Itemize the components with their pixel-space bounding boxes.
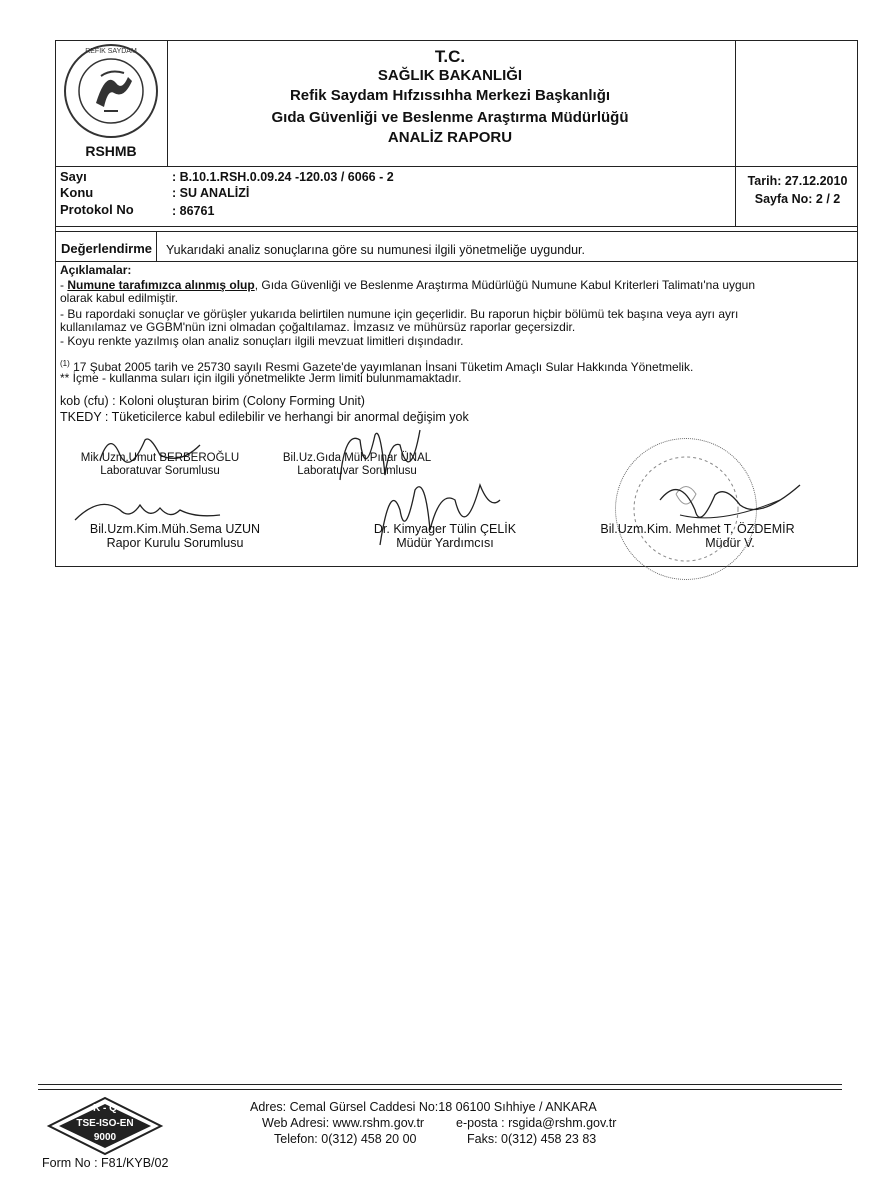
badge-line-2: TSE-ISO-EN [76, 1118, 134, 1129]
title-tc: T.C. [434, 47, 466, 66]
sayi-label: Sayı [60, 169, 87, 184]
footer-address: Adres: Cemal Gürsel Caddesi No:18 06100 Sıhhiye / ANKARA [250, 1100, 597, 1114]
protokol-label: Protokol No [60, 202, 134, 217]
sig-2-role: Laboratuvar Sorumlusu [297, 465, 417, 477]
explanation-prefix: - [60, 278, 68, 292]
kob-definition: kob (cfu) : Koloni oluşturan birim (Colony Forming Unit) [60, 394, 365, 408]
tkedy-definition: TKEDY : Tüketicilerce kabul edilebilir ve herhangi bir anormal değişim yok [60, 410, 469, 424]
footer-web: Web Adresi: www.rshm.gov.tr [262, 1116, 425, 1130]
sig-3-role: Rapor Kurulu Sorumlusu [106, 536, 244, 550]
date-divider [735, 40, 736, 227]
sig-5-role: Müdür V. [705, 536, 755, 550]
protokol-value: : 86761 [172, 204, 215, 218]
frame-right-line [857, 40, 858, 567]
footer-phone: Telefon: 0(312) 458 20 00 [274, 1132, 417, 1146]
konu-value: : SU ANALİZİ [172, 186, 250, 200]
header-bottom-line [55, 166, 858, 167]
badge-line-3: 9000 [93, 1132, 117, 1143]
explanation-bold-phrase: Numune tarafımızca alınmış olup [67, 278, 255, 292]
logo-label: RSHMB [85, 143, 137, 159]
sig-1-role: Laboratuvar Sorumlusu [100, 465, 220, 477]
evaluation-bottom-line [55, 261, 858, 262]
sig-1-name: Mik.Uzm.Umut BERBEROĞLU [80, 452, 240, 464]
frame-top-line [55, 40, 858, 41]
meta-bottom-line [55, 226, 858, 227]
explanation-line-2: - Bu rapordaki sonuçlar ve görüşler yukarıda belirtilen numune için geçerlidir. Bu raporun hiçbir bölümü tek başına veya ayrı ayrı [60, 307, 739, 321]
page-number: Sayfa No: 2 / 2 [754, 192, 841, 206]
title-institution: Refik Saydam Hıfzıssıhha Merkezi Başkanlığı [289, 87, 611, 104]
footer-line-1 [38, 1084, 842, 1085]
sayi-value: : B.10.1.RSH.0.09.24 -120.03 / 6066 - 2 [172, 170, 394, 184]
explanation-line-3: - Koyu renkte yazılmış olan analiz sonuçları ilgili mevzuat limitleri dışındadır. [60, 334, 464, 348]
explanation-line-2-cont: kullanılamaz ve GGBM'nün izni olmadan çoğaltılamaz. İmzasız ve mühürsüz raporlar geçersizdir. [60, 320, 576, 334]
footer-fax: Faks: 0(312) 458 23 83 [467, 1132, 597, 1146]
meta-bottom-line-2 [55, 231, 858, 232]
title-department: Gıda Güvenliği ve Beslenme Araştırma Müdürlüğü [271, 109, 629, 126]
note-1-sup: (1) [60, 359, 70, 368]
sig-3-name: Bil.Uzm.Kim.Müh.Sema UZUN [89, 522, 261, 536]
explanation-line-1-cont: olarak kabul edilmiştir. [60, 291, 179, 305]
title-report: ANALİZ RAPORU [387, 129, 513, 146]
svg-text:REFİK SAYDAM: REFİK SAYDAM [85, 48, 137, 55]
logo-divider [167, 40, 168, 167]
title-ministry: SAĞLIK BAKANLIĞI [377, 67, 523, 84]
evaluation-divider [156, 231, 157, 261]
sig-5-name: Bil.Uzm.Kim. Mehmet T. ÖZDEMİR [600, 522, 795, 536]
explanation-line-1-rest: , Gıda Güvenliği ve Beslenme Araştırma Müdürlüğü Numune Kabul Kriterleri Talimatı'na uygun [254, 278, 756, 292]
note-1-text: 17 Şubat 2005 tarih ve 25730 sayılı Resmi Gazete'de yayımlanan İnsani Tüketim Amaçlı Sular Hakkında Yönetmelik. [69, 360, 694, 374]
note-2: ** İçme - kullanma suları için ilgili yönetmelikte Jerm limiti bulunmamaktadır. [60, 371, 462, 385]
sig-4-name: Dr. Kimyager Tülin ÇELİK [373, 522, 517, 536]
sig-2-name: Bil.Uz.Gıda Müh.Pınar ÜNAL [282, 452, 432, 464]
explanations-title: Açıklamalar: [60, 263, 132, 277]
form-number: Form No : F81/KYB/02 [42, 1156, 169, 1170]
konu-label: Konu [60, 185, 94, 200]
footer-line-2 [38, 1089, 842, 1090]
evaluation-text: Yukarıdaki analiz sonuçlarına göre su numunesi ilgili yönetmeliğe uygundur. [166, 243, 586, 257]
evaluation-label: Değerlendirme [61, 241, 153, 256]
badge-line-1: K - Q [93, 1103, 117, 1114]
footer-email: e-posta : rsgida@rshm.gov.tr [456, 1116, 617, 1130]
sig-4-role: Müdür Yardımcısı [396, 536, 494, 550]
report-date: Tarih: 27.12.2010 [747, 174, 848, 188]
